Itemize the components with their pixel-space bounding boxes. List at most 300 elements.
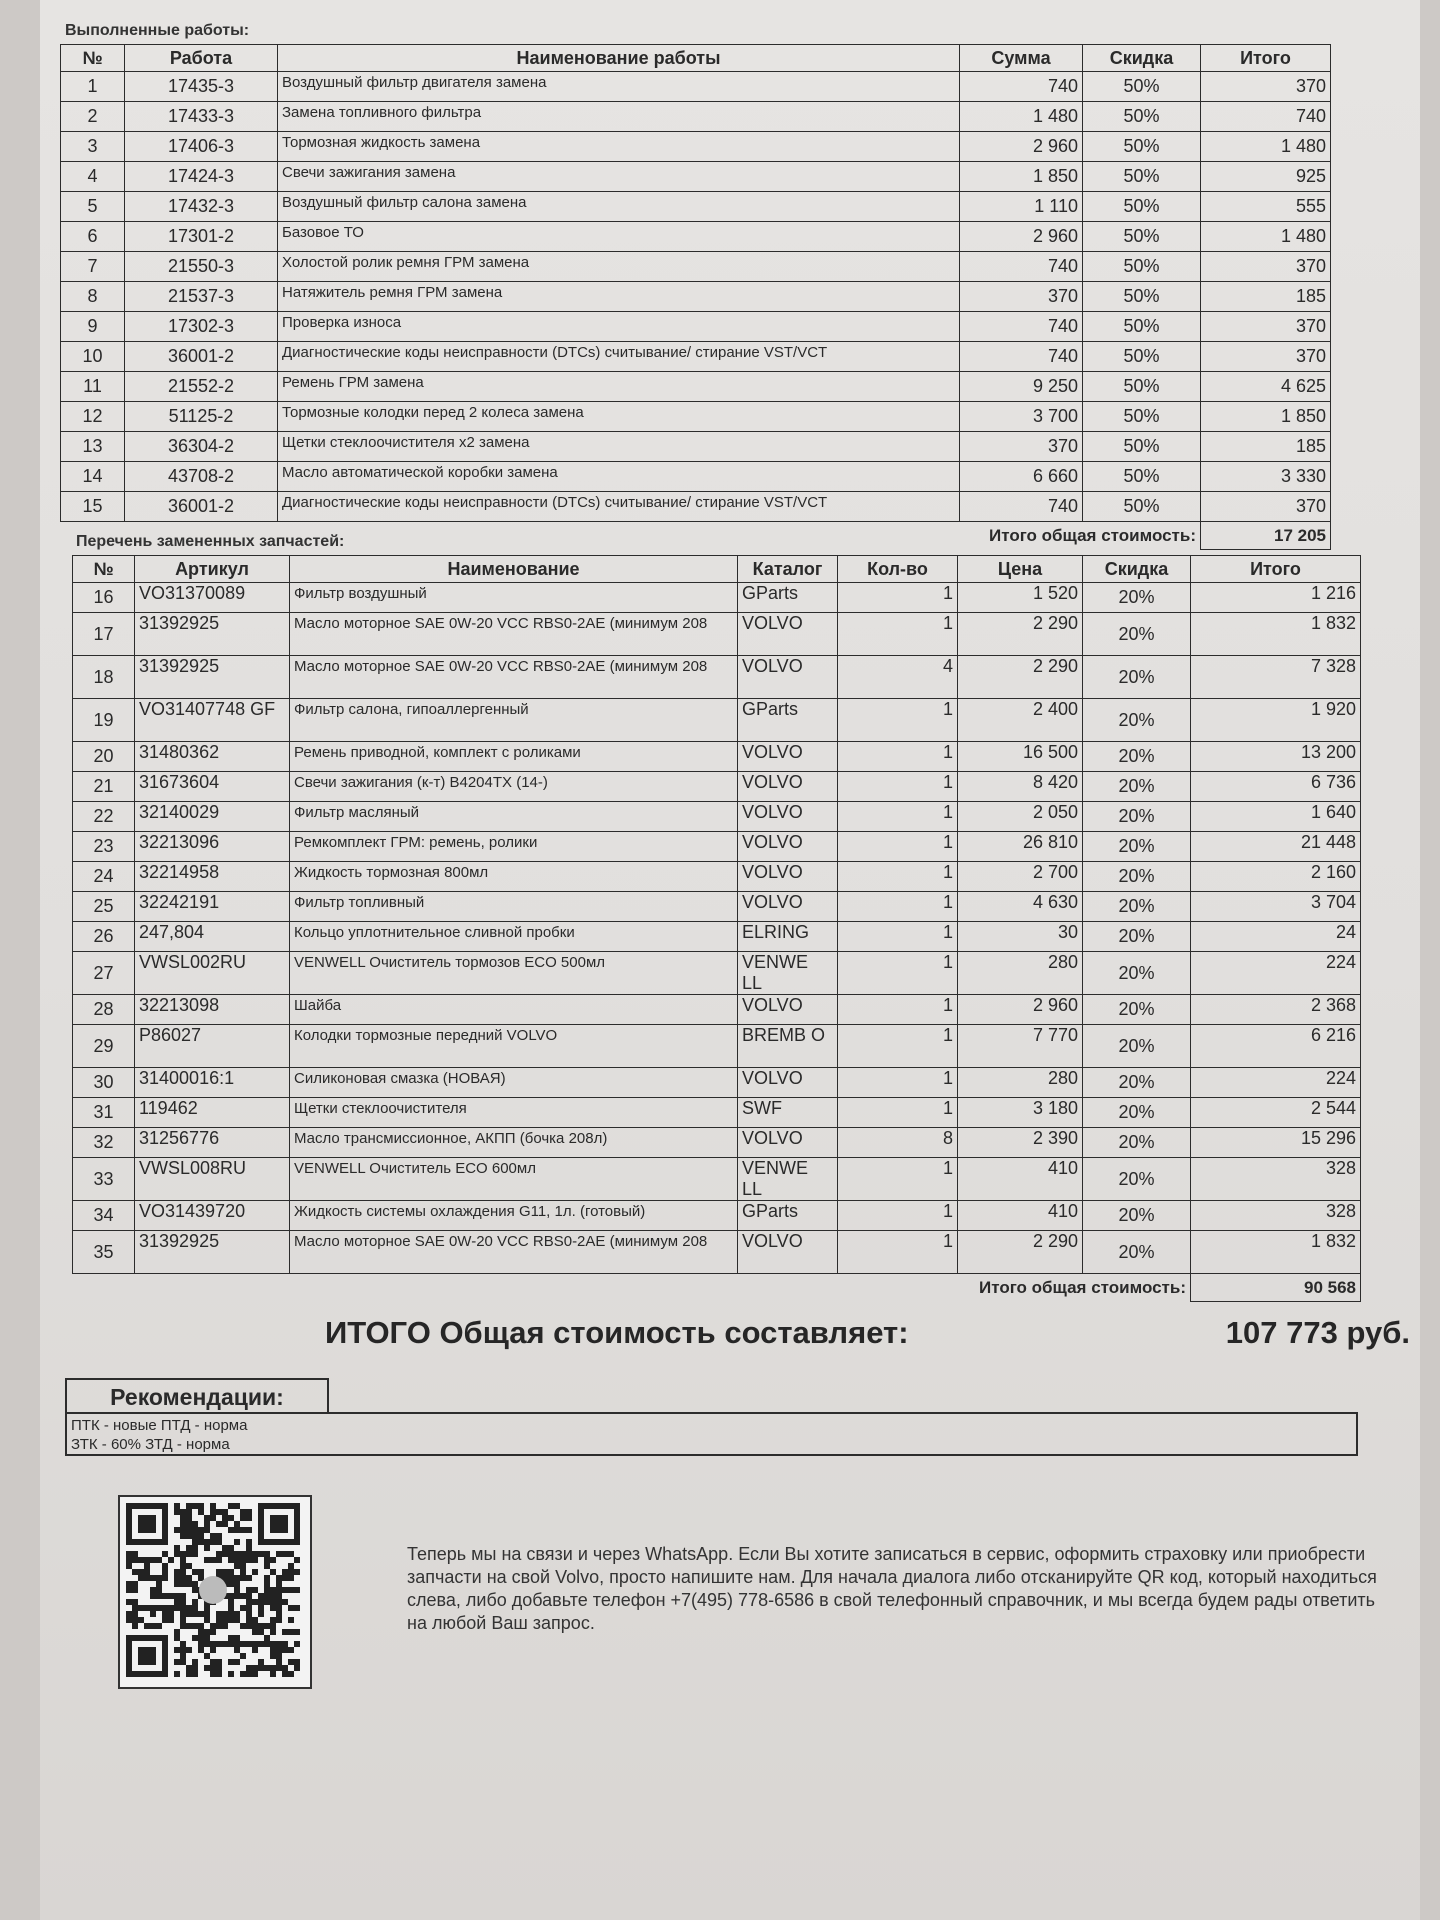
parts-cell: 1	[838, 1098, 958, 1128]
parts-cell: 3 180	[958, 1098, 1083, 1128]
parts-cell: 31392925	[135, 613, 290, 656]
parts-cell: 328	[1191, 1158, 1361, 1201]
parts-section-title: Перечень замененных запчастей:	[76, 533, 345, 550]
parts-cell: VWSL002RU	[135, 952, 290, 995]
table-row	[73, 862, 1361, 892]
parts-cell: 410	[958, 1158, 1083, 1201]
works-cell: 50%	[1083, 252, 1201, 282]
parts-cell: 20%	[1083, 1158, 1191, 1201]
works-cell: 17432-3	[125, 192, 278, 222]
parts-cell: Масло трансмиссионное, АКПП (бочка 208л)	[290, 1128, 738, 1158]
table-row	[61, 492, 1331, 522]
parts-cell: 30	[958, 922, 1083, 952]
table-row	[73, 922, 1361, 952]
parts-cell: 4	[838, 656, 958, 699]
works-cell: Тормозная жидкость замена	[278, 132, 960, 162]
parts-header-name: Наименование	[290, 556, 738, 583]
parts-cell: 247,804	[135, 922, 290, 952]
parts-cell: Свечи зажигания (к-т) B4204TX (14-)	[290, 772, 738, 802]
works-cell: 11	[61, 372, 125, 402]
qr-code-icon	[118, 1495, 312, 1689]
parts-cell: 29	[73, 1025, 135, 1068]
parts-cell: 2 160	[1191, 862, 1361, 892]
parts-cell: 2 960	[958, 995, 1083, 1025]
parts-cell: 21 448	[1191, 832, 1361, 862]
parts-cell: 1	[838, 832, 958, 862]
table-row	[73, 1201, 1361, 1231]
parts-cell: 2 368	[1191, 995, 1361, 1025]
parts-cell: 20%	[1083, 995, 1191, 1025]
parts-cell: 16 500	[958, 742, 1083, 772]
parts-cell: 20%	[1083, 772, 1191, 802]
works-cell: 3 700	[960, 402, 1083, 432]
works-cell: Натяжитель ремня ГРМ замена	[278, 282, 960, 312]
parts-cell: 1	[838, 613, 958, 656]
parts-cell: 1	[838, 772, 958, 802]
parts-cell: 20	[73, 742, 135, 772]
table-row	[73, 772, 1361, 802]
parts-cell: 20%	[1083, 952, 1191, 995]
parts-cell: GParts	[738, 583, 838, 613]
parts-cell: 1	[838, 1158, 958, 1201]
parts-cell: Масло моторное SAE 0W-20 VCC RBS0-2AE (минимум 208	[290, 613, 738, 656]
parts-cell: 1	[838, 995, 958, 1025]
works-cell: 17424-3	[125, 162, 278, 192]
works-cell: 50%	[1083, 402, 1201, 432]
works-header-discount: Скидка	[1083, 45, 1201, 72]
parts-cell: 20%	[1083, 862, 1191, 892]
parts-cell: VOLVO	[738, 772, 838, 802]
table-row	[61, 222, 1331, 252]
works-cell: Ремень ГРМ замена	[278, 372, 960, 402]
parts-cell: VOLVO	[738, 742, 838, 772]
works-cell: 740	[960, 312, 1083, 342]
works-cell: 370	[960, 432, 1083, 462]
parts-cell: 20%	[1083, 1231, 1191, 1274]
works-cell: 17433-3	[125, 102, 278, 132]
parts-cell: 1	[838, 583, 958, 613]
parts-cell: 20%	[1083, 1201, 1191, 1231]
parts-cell: VENWELL Очиститель ECO 600мл	[290, 1158, 738, 1201]
parts-cell: 31392925	[135, 656, 290, 699]
parts-cell: 20%	[1083, 802, 1191, 832]
parts-cell: 2 290	[958, 613, 1083, 656]
works-cell: 50%	[1083, 372, 1201, 402]
table-row	[61, 132, 1331, 162]
works-cell: 370	[1201, 72, 1331, 102]
parts-cell: VOLVO	[738, 613, 838, 656]
works-header-sum: Сумма	[960, 45, 1083, 72]
works-cell: 3 330	[1201, 462, 1331, 492]
table-row	[61, 252, 1331, 282]
table-row	[61, 162, 1331, 192]
parts-cell: 20%	[1083, 583, 1191, 613]
works-cell: 370	[1201, 342, 1331, 372]
works-cell: 50%	[1083, 192, 1201, 222]
parts-cell: 20%	[1083, 922, 1191, 952]
parts-cell: VOLVO	[738, 832, 838, 862]
parts-cell: 32213098	[135, 995, 290, 1025]
parts-cell: 20%	[1083, 613, 1191, 656]
parts-cell: 25	[73, 892, 135, 922]
parts-cell: 35	[73, 1231, 135, 1274]
parts-cell: 31480362	[135, 742, 290, 772]
parts-cell: GParts	[738, 699, 838, 742]
works-cell: Щетки стеклоочистителя x2 замена	[278, 432, 960, 462]
parts-cell: 27	[73, 952, 135, 995]
works-cell: 15	[61, 492, 125, 522]
works-cell: 1	[61, 72, 125, 102]
table-row	[73, 1098, 1361, 1128]
parts-cell: 7 328	[1191, 656, 1361, 699]
table-row	[73, 613, 1361, 656]
parts-cell: 2 544	[1191, 1098, 1361, 1128]
table-row	[61, 432, 1331, 462]
works-cell: 50%	[1083, 282, 1201, 312]
works-cell: 2 960	[960, 132, 1083, 162]
works-header-num: №	[61, 45, 125, 72]
table-row	[61, 102, 1331, 132]
works-cell: 50%	[1083, 312, 1201, 342]
works-cell: 50%	[1083, 102, 1201, 132]
works-header-row	[61, 45, 1331, 72]
parts-cell: 24	[1191, 922, 1361, 952]
parts-cell: 19	[73, 699, 135, 742]
parts-cell: 26	[73, 922, 135, 952]
works-cell: 10	[61, 342, 125, 372]
recommendations-title: Рекомендации:	[65, 1378, 329, 1414]
works-cell: 17406-3	[125, 132, 278, 162]
parts-total-label: Итого общая стоимость:	[979, 1277, 1186, 1297]
parts-header-article: Артикул	[135, 556, 290, 583]
parts-cell: VENWE LL	[738, 1158, 838, 1201]
parts-cell: 2 390	[958, 1128, 1083, 1158]
works-cell: 6	[61, 222, 125, 252]
parts-cell: 32214958	[135, 862, 290, 892]
parts-cell: 1 216	[1191, 583, 1361, 613]
works-cell: 740	[960, 72, 1083, 102]
table-row	[73, 802, 1361, 832]
parts-cell: 1	[838, 1201, 958, 1231]
works-cell: 1 110	[960, 192, 1083, 222]
parts-header-qty: Кол-во	[838, 556, 958, 583]
table-row	[73, 1128, 1361, 1158]
parts-cell: 4 630	[958, 892, 1083, 922]
works-cell: 6 660	[960, 462, 1083, 492]
parts-cell: 20%	[1083, 1098, 1191, 1128]
works-cell: 12	[61, 402, 125, 432]
works-total-value: 17 205	[1201, 522, 1331, 550]
grand-total-amount: 107 773 руб.	[1225, 1315, 1410, 1350]
parts-cell: 31	[73, 1098, 135, 1128]
parts-cell: 32242191	[135, 892, 290, 922]
works-cell: 740	[1201, 102, 1331, 132]
recommendation-line: ЗТК - 60% ЗТД - норма	[71, 1436, 230, 1453]
works-cell: 370	[960, 282, 1083, 312]
works-cell: 1 480	[1201, 132, 1331, 162]
parts-cell: 1	[838, 862, 958, 892]
parts-header-price: Цена	[958, 556, 1083, 583]
parts-cell: 1 920	[1191, 699, 1361, 742]
works-cell: Базовое ТО	[278, 222, 960, 252]
parts-cell: 1	[838, 699, 958, 742]
parts-cell: 2 050	[958, 802, 1083, 832]
table-row	[73, 1025, 1361, 1068]
parts-cell: Шайба	[290, 995, 738, 1025]
works-cell: 17302-3	[125, 312, 278, 342]
works-cell: 2 960	[960, 222, 1083, 252]
table-row	[61, 342, 1331, 372]
parts-cell: 31673604	[135, 772, 290, 802]
table-row	[61, 72, 1331, 102]
works-cell: 3	[61, 132, 125, 162]
parts-cell: VOLVO	[738, 995, 838, 1025]
works-cell: 2	[61, 102, 125, 132]
parts-cell: 30	[73, 1068, 135, 1098]
works-cell: 1 480	[960, 102, 1083, 132]
parts-cell: 410	[958, 1201, 1083, 1231]
works-cell: 925	[1201, 162, 1331, 192]
parts-cell: VWSL008RU	[135, 1158, 290, 1201]
works-cell: 13	[61, 432, 125, 462]
qr-code-graphic	[120, 1497, 306, 1683]
table-row	[73, 1068, 1361, 1098]
works-table	[60, 44, 1331, 550]
parts-cell: 1	[838, 1025, 958, 1068]
whatsapp-notice: Теперь мы на связи и через WhatsApp. Если Вы хотите записаться в сервис, оформить страховку или приобрести запчасти на свой Volvo, просто напишите нам. Для начала диалога либо отсканируйте QR код, который находиться слева, либо добавьте телефон +7(495) 778-6586 в свой телефонный справочник, и мы всегда будем рады ответить на любой Ваш запрос.	[407, 1544, 1377, 1633]
works-cell: 9	[61, 312, 125, 342]
parts-cell: 31256776	[135, 1128, 290, 1158]
works-cell: 36001-2	[125, 492, 278, 522]
works-cell: 36001-2	[125, 342, 278, 372]
works-cell: 36304-2	[125, 432, 278, 462]
parts-cell: 17	[73, 613, 135, 656]
parts-cell: VOLVO	[738, 892, 838, 922]
parts-cell: 32	[73, 1128, 135, 1158]
table-row	[73, 656, 1361, 699]
works-cell: 9 250	[960, 372, 1083, 402]
works-cell: Воздушный фильтр двигателя замена	[278, 72, 960, 102]
parts-cell: 21	[73, 772, 135, 802]
parts-cell: 8	[838, 1128, 958, 1158]
table-row	[73, 952, 1361, 995]
works-cell: Диагностические коды неисправности (DTCs) считывание/ стирание VST/VCT	[278, 342, 960, 372]
table-row	[61, 312, 1331, 342]
parts-cell: 119462	[135, 1098, 290, 1128]
parts-cell: 20%	[1083, 1025, 1191, 1068]
works-section-title: Выполненные работы:	[65, 22, 250, 39]
parts-cell: 20%	[1083, 832, 1191, 862]
works-cell: 1 850	[1201, 402, 1331, 432]
works-cell: 50%	[1083, 162, 1201, 192]
parts-cell: 20%	[1083, 742, 1191, 772]
parts-cell: 20%	[1083, 1128, 1191, 1158]
table-row	[61, 282, 1331, 312]
parts-cell: Жидкость тормозная 800мл	[290, 862, 738, 892]
works-cell: Проверка износа	[278, 312, 960, 342]
parts-cell: Фильтр салона, гипоаллергенный	[290, 699, 738, 742]
parts-cell: 33	[73, 1158, 135, 1201]
parts-cell: 20%	[1083, 892, 1191, 922]
works-cell: 185	[1201, 432, 1331, 462]
works-header-total: Итого	[1201, 45, 1331, 72]
parts-cell: ELRING	[738, 922, 838, 952]
table-row	[61, 372, 1331, 402]
parts-cell: 2 700	[958, 862, 1083, 892]
parts-cell: VOLVO	[738, 802, 838, 832]
parts-cell: Масло моторное SAE 0W-20 VCC RBS0-2AE (минимум 208	[290, 656, 738, 699]
works-cell: 4 625	[1201, 372, 1331, 402]
parts-cell: 20%	[1083, 656, 1191, 699]
works-cell: 740	[960, 342, 1083, 372]
works-cell: Диагностические коды неисправности (DTCs) считывание/ стирание VST/VCT	[278, 492, 960, 522]
parts-cell: 8 420	[958, 772, 1083, 802]
parts-header-catalog: Каталог	[738, 556, 838, 583]
works-cell: 555	[1201, 192, 1331, 222]
table-row	[73, 699, 1361, 742]
parts-cell: 16	[73, 583, 135, 613]
parts-cell: 24	[73, 862, 135, 892]
parts-cell: VOLVO	[738, 1231, 838, 1274]
parts-cell: 13 200	[1191, 742, 1361, 772]
parts-cell: VOLVO	[738, 1068, 838, 1098]
works-cell: 50%	[1083, 462, 1201, 492]
parts-cell: 3 704	[1191, 892, 1361, 922]
works-cell: 5	[61, 192, 125, 222]
parts-cell: GParts	[738, 1201, 838, 1231]
works-cell: 740	[960, 252, 1083, 282]
parts-cell: 22	[73, 802, 135, 832]
parts-table	[72, 555, 1361, 1302]
works-cell: 370	[1201, 312, 1331, 342]
parts-cell: Силиконовая смазка (НОВАЯ)	[290, 1068, 738, 1098]
parts-cell: 26 810	[958, 832, 1083, 862]
parts-cell: 1	[838, 892, 958, 922]
table-row	[61, 462, 1331, 492]
recommendations-box	[65, 1412, 1358, 1456]
parts-header-discount: Скидка	[1083, 556, 1191, 583]
table-row	[73, 583, 1361, 613]
parts-cell: 1 640	[1191, 802, 1361, 832]
parts-cell: 1	[838, 742, 958, 772]
works-cell: 8	[61, 282, 125, 312]
works-cell: Свечи зажигания замена	[278, 162, 960, 192]
table-row	[73, 1158, 1361, 1201]
works-cell: Тормозные колодки перед 2 колеса замена	[278, 402, 960, 432]
works-header-name: Наименование работы	[278, 45, 960, 72]
parts-cell: Ремкомплект ГРМ: ремень, ролики	[290, 832, 738, 862]
works-cell: 14	[61, 462, 125, 492]
parts-cell: P86027	[135, 1025, 290, 1068]
parts-cell: BREMB O	[738, 1025, 838, 1068]
grand-total	[325, 1315, 1410, 1351]
works-cell: 17435-3	[125, 72, 278, 102]
parts-cell: 23	[73, 832, 135, 862]
works-cell: 7	[61, 252, 125, 282]
works-cell: 21552-2	[125, 372, 278, 402]
parts-cell: 20%	[1083, 699, 1191, 742]
parts-cell: 6 216	[1191, 1025, 1361, 1068]
works-cell: 4	[61, 162, 125, 192]
works-cell: 21537-3	[125, 282, 278, 312]
parts-cell: 32140029	[135, 802, 290, 832]
parts-cell: VOLVO	[738, 656, 838, 699]
parts-cell: VOLVO	[738, 862, 838, 892]
parts-cell: Фильтр топливный	[290, 892, 738, 922]
parts-cell: 1	[838, 1231, 958, 1274]
table-row	[73, 832, 1361, 862]
parts-cell: 224	[1191, 952, 1361, 995]
table-row	[73, 1231, 1361, 1274]
works-cell: 43708-2	[125, 462, 278, 492]
parts-cell: Фильтр воздушный	[290, 583, 738, 613]
works-cell: 50%	[1083, 72, 1201, 102]
works-cell: 185	[1201, 282, 1331, 312]
parts-cell: 1	[838, 922, 958, 952]
parts-cell: 20%	[1083, 1068, 1191, 1098]
table-row	[73, 892, 1361, 922]
parts-total-value: 90 568	[1191, 1274, 1361, 1302]
parts-cell: 31392925	[135, 1231, 290, 1274]
parts-cell: 224	[1191, 1068, 1361, 1098]
table-row	[61, 402, 1331, 432]
parts-cell: Колодки тормозные передний VOLVO	[290, 1025, 738, 1068]
parts-header-row	[73, 556, 1361, 583]
recommendation-line: ПТК - новые ПТД - норма	[71, 1417, 248, 1434]
parts-cell: VOLVO	[738, 1128, 838, 1158]
parts-cell: SWF	[738, 1098, 838, 1128]
document-page	[40, 0, 1420, 1920]
works-cell: 50%	[1083, 492, 1201, 522]
works-header-code: Работа	[125, 45, 278, 72]
works-cell: 50%	[1083, 432, 1201, 462]
works-total-label: Итого общая стоимость:	[989, 525, 1196, 545]
parts-cell: 18	[73, 656, 135, 699]
parts-cell: VENWELL Очиститель тормозов ECO 500мл	[290, 952, 738, 995]
parts-cell: 2 290	[958, 1231, 1083, 1274]
works-cell: 1 480	[1201, 222, 1331, 252]
parts-cell: 34	[73, 1201, 135, 1231]
parts-cell: 1	[838, 1068, 958, 1098]
works-cell: Холостой ролик ремня ГРМ замена	[278, 252, 960, 282]
parts-cell: 28	[73, 995, 135, 1025]
works-cell: 21550-3	[125, 252, 278, 282]
parts-cell: 328	[1191, 1201, 1361, 1231]
parts-cell: 15 296	[1191, 1128, 1361, 1158]
parts-cell: VENWE LL	[738, 952, 838, 995]
parts-cell: Жидкость системы охлаждения G11, 1л. (готовый)	[290, 1201, 738, 1231]
parts-header-total: Итого	[1191, 556, 1361, 583]
parts-cell: VO31370089	[135, 583, 290, 613]
works-cell: 51125-2	[125, 402, 278, 432]
parts-cell: Ремень приводной, комплект с роликами	[290, 742, 738, 772]
parts-cell: 280	[958, 1068, 1083, 1098]
parts-cell: 32213096	[135, 832, 290, 862]
works-cell: 50%	[1083, 222, 1201, 252]
parts-cell: 1	[838, 952, 958, 995]
parts-cell: VO31439720	[135, 1201, 290, 1231]
parts-cell: 2 290	[958, 656, 1083, 699]
parts-cell: 31400016:1	[135, 1068, 290, 1098]
works-cell: Масло автоматической коробки замена	[278, 462, 960, 492]
parts-cell: 1 520	[958, 583, 1083, 613]
works-cell: 370	[1201, 252, 1331, 282]
parts-cell: VO31407748 GF	[135, 699, 290, 742]
parts-header-num: №	[73, 556, 135, 583]
parts-cell: Масло моторное SAE 0W-20 VCC RBS0-2AE (минимум 208	[290, 1231, 738, 1274]
parts-cell: 1 832	[1191, 1231, 1361, 1274]
parts-cell: 2 400	[958, 699, 1083, 742]
